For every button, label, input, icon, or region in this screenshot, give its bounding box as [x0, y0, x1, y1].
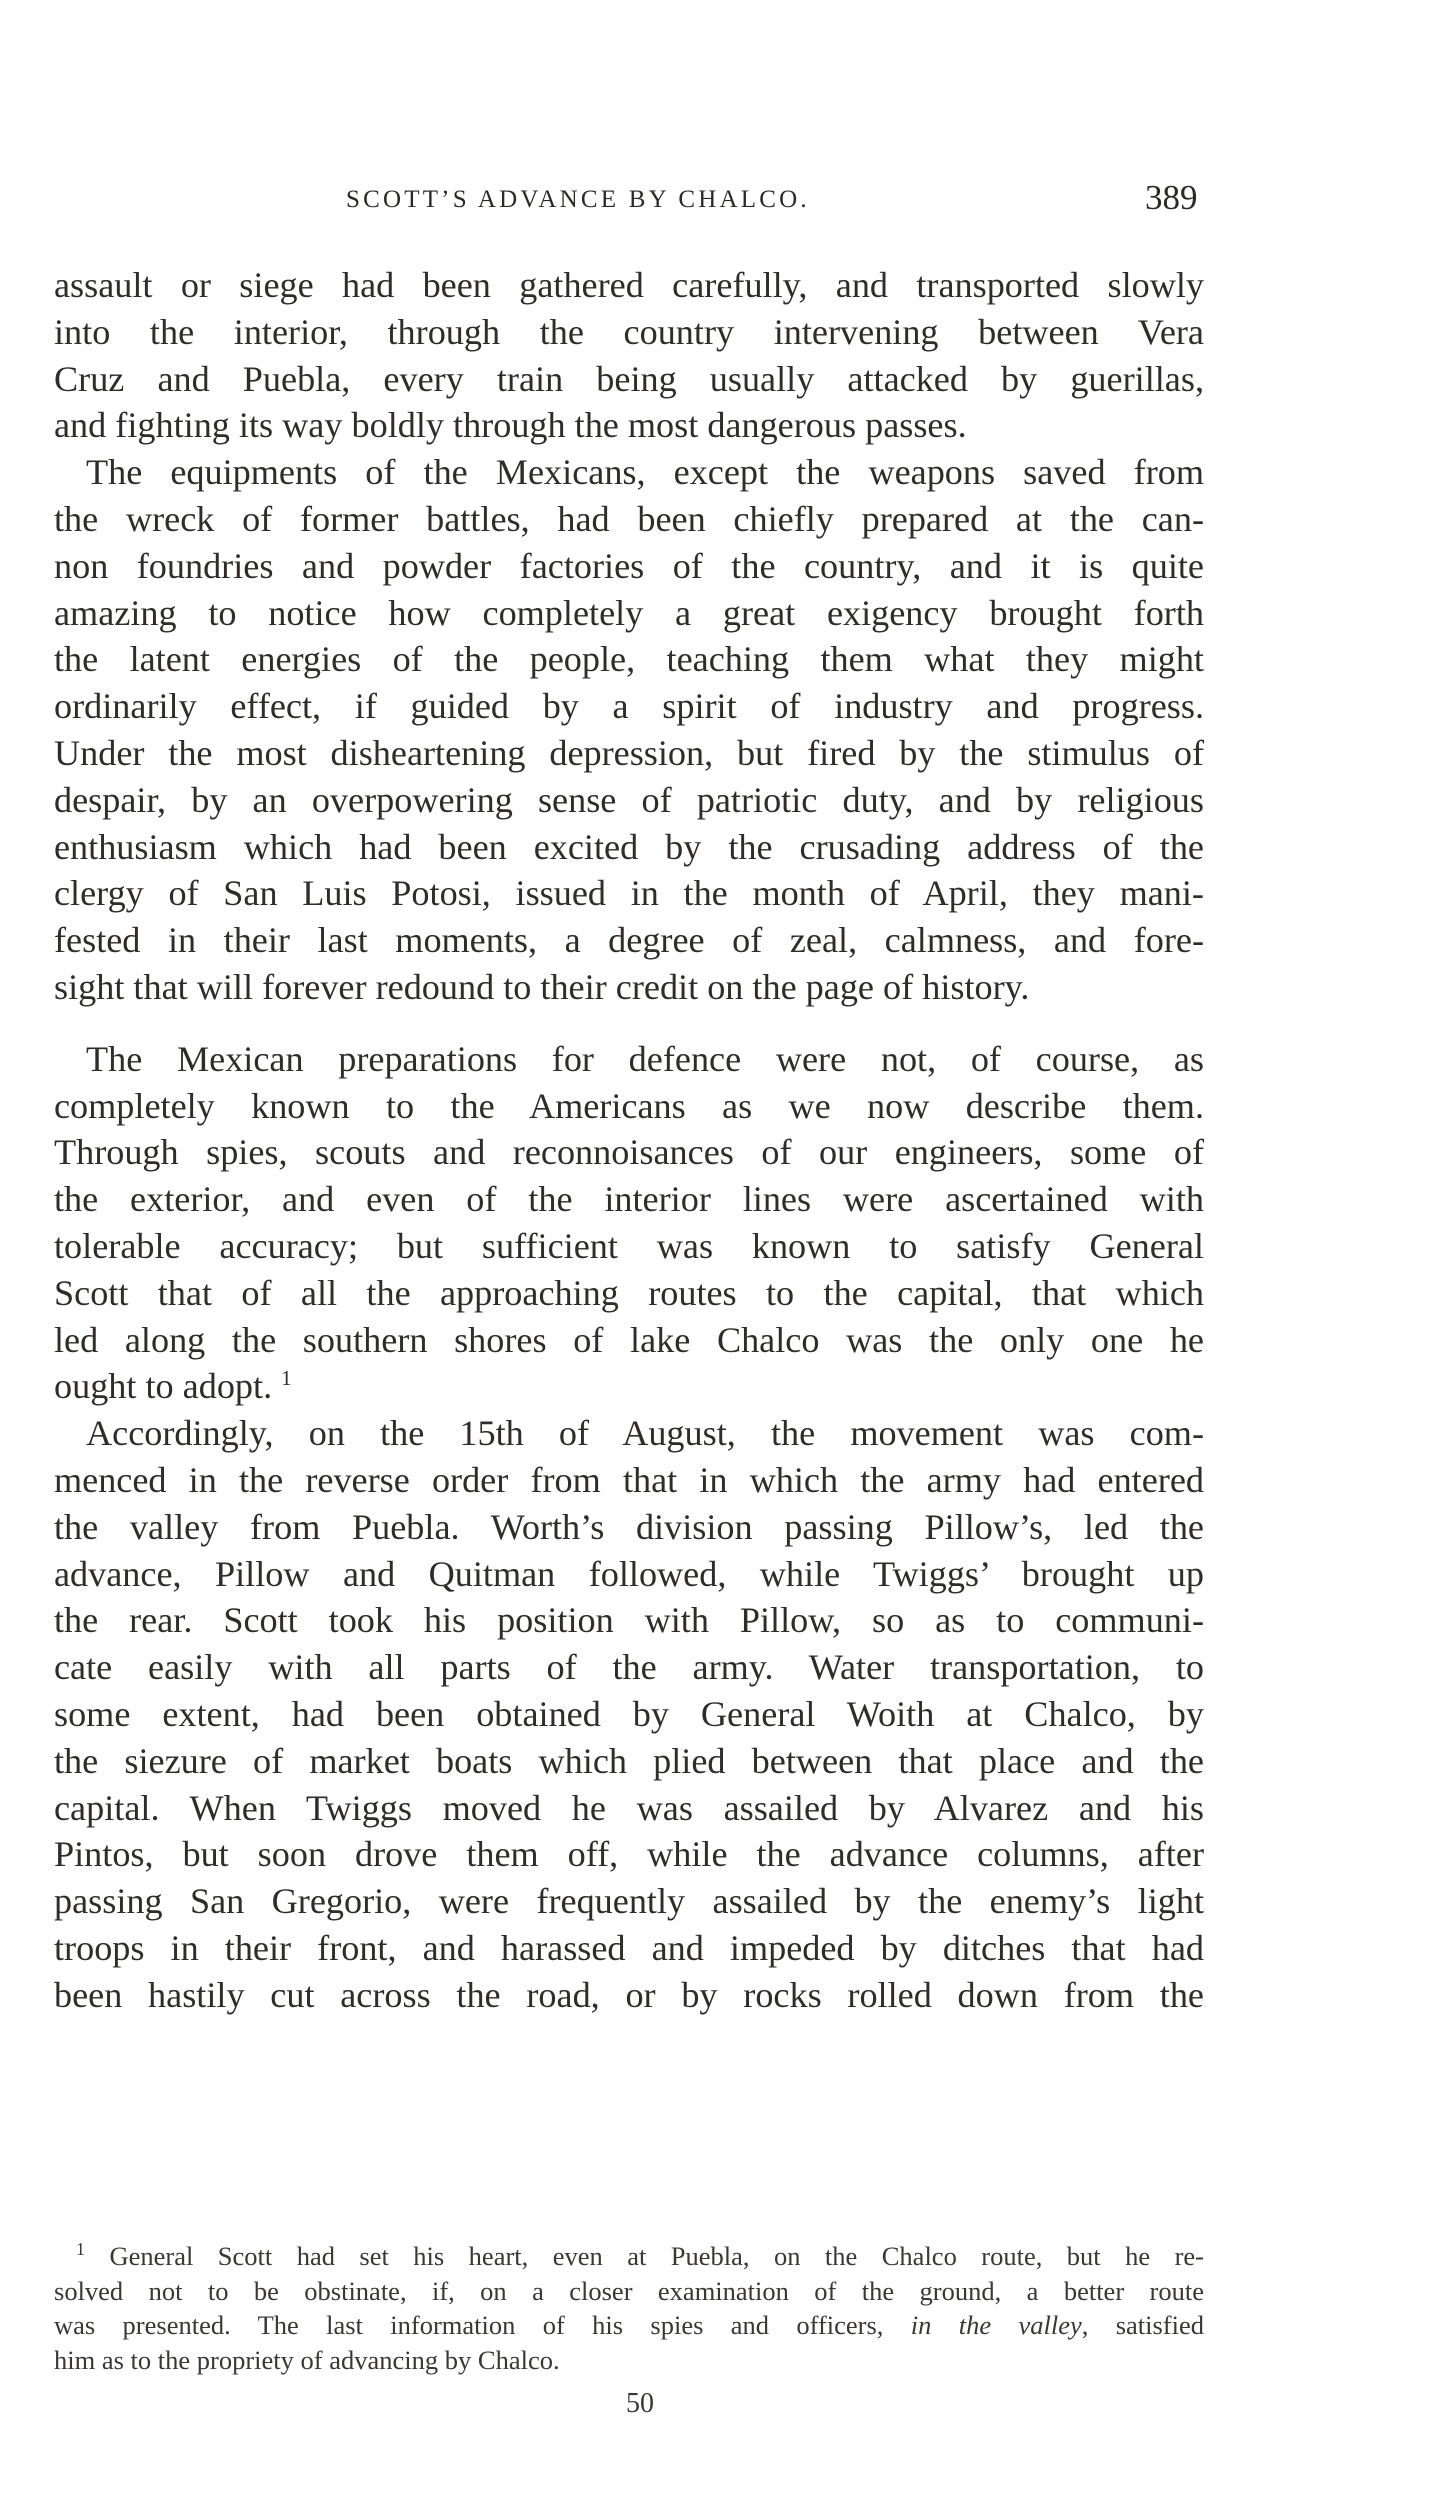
text-line: Cruz and Puebla, every train being usually attacked by guerillas, [54, 358, 1204, 399]
text-line: Pintos, but soon drove them off, while the advance columns, after [54, 1834, 1204, 1875]
text-line: despair, by an overpowering sense of patriotic duty, and by religious [54, 779, 1204, 820]
footnote-marker: 1 [76, 2239, 85, 2260]
text-line: assault or siege had been gathered carefully, and transported slowly [54, 265, 1204, 305]
page-header [54, 178, 1204, 238]
text-line: non foundries and powder factories of the country, and it is quite [54, 545, 1204, 586]
footnote-text: General Scott had set his heart, even at Puebla, on the Chalco route, but he re- [109, 2241, 1204, 2271]
body-text [54, 262, 1204, 2018]
paragraph-4 [54, 1410, 1204, 2018]
text-line: led along the southern shores of lake Chalco was the only one he [54, 1319, 1204, 1360]
text-line: enthusiasm which had been excited by the crusading address of the [54, 826, 1204, 867]
text-line: ordinarily effect, if guided by a spirit of industry and progress. [54, 686, 1204, 727]
text-line: the siezure of market boats which plied between that place and the [54, 1740, 1204, 1781]
footnote-text: was presented. The last information of his spies and officers, [54, 2310, 911, 2341]
text-line: the wreck of former battles, had been chiefly prepared at the can- [54, 498, 1204, 539]
text-line: some extent, had been obtained by General Woith at Chalco, by [54, 1693, 1204, 1734]
text-line: capital. When Twiggs moved he was assailed by Alvarez and his [54, 1787, 1204, 1828]
footnote-text: , satisfied [1081, 2310, 1204, 2341]
text-line-content: ought to adopt. [54, 1366, 273, 1407]
text-line [54, 1363, 1204, 1410]
footnote-line: him as to the propriety of advancing by Chalco. [54, 2344, 560, 2375]
text-line: clergy of San Luis Potosi, issued in the month of April, they mani- [54, 873, 1204, 914]
text-line: amazing to notice how completely a great exigency brought forth [54, 592, 1204, 633]
text-line: Under the most disheartening depression, but fired by the stimulus of [54, 732, 1204, 773]
text-line: menced in the reverse order from that in which the army had entered [54, 1459, 1204, 1500]
paragraph-2 [54, 449, 1204, 1011]
footnote-line [54, 2308, 1204, 2343]
text-line: passing San Gregorio, were frequently assailed by the enemy’s light [54, 1881, 1204, 1922]
text-line: been hastily cut across the road, or by rocks rolled down from the [54, 1974, 1204, 2015]
text-line: tolerable accuracy; but sufficient was known to satisfy General [54, 1225, 1204, 1266]
footnote-reference: 1 [281, 1366, 292, 1391]
text-line: Scott that of all the approaching routes to the capital, that which [54, 1272, 1204, 1313]
running-title: SCOTT’S ADVANCE BY CHALCO. [346, 186, 810, 213]
text-line: The Mexican preparations for defence were not, of course, as [86, 1038, 1204, 1079]
text-line: and fighting its way boldly through the most dangerous passes. [54, 405, 967, 446]
text-line: the rear. Scott took his position with Pillow, so as to communi- [54, 1600, 1204, 1641]
signature-mark: 50 [626, 2388, 654, 2419]
text-line: advance, Pillow and Quitman followed, while Twiggs’ brought up [54, 1553, 1204, 1594]
text-line: the latent energies of the people, teaching them what they might [54, 639, 1204, 680]
text-line: sight that will forever redound to their credit on the page of history. [54, 966, 1030, 1007]
text-line: Accordingly, on the 15th of August, the movement was com- [86, 1413, 1204, 1454]
paragraph-3 [54, 1036, 1204, 1410]
footnote-line [54, 2239, 1204, 2274]
page-number: 389 [1145, 178, 1198, 217]
footnote [54, 2239, 1204, 2377]
text-line: fested in their last moments, a degree of zeal, calmness, and fore- [54, 920, 1204, 961]
text-line: into the interior, through the country intervening between Vera [54, 311, 1204, 352]
text-line: Through spies, scouts and reconnoisances of our engineers, some of [54, 1132, 1204, 1173]
text-line: troops in their front, and harassed and impeded by ditches that had [54, 1927, 1204, 1968]
footnote-italic-text: in the valley [910, 2310, 1082, 2341]
text-line: The equipments of the Mexicans, except the weapons saved from [86, 452, 1204, 493]
text-line: completely known to the Americans as we now describe them. [54, 1085, 1204, 1126]
footnote-line: solved not to be obstinate, if, on a closer examination of the ground, a better route [54, 2275, 1204, 2306]
text-line: the valley from Puebla. Worth’s division passing Pillow’s, led the [54, 1506, 1204, 1547]
paragraph-1 [54, 262, 1204, 449]
text-line: the exterior, and even of the interior lines were ascertained with [54, 1179, 1204, 1220]
text-line: cate easily with all parts of the army. Water transportation, to [54, 1647, 1204, 1688]
